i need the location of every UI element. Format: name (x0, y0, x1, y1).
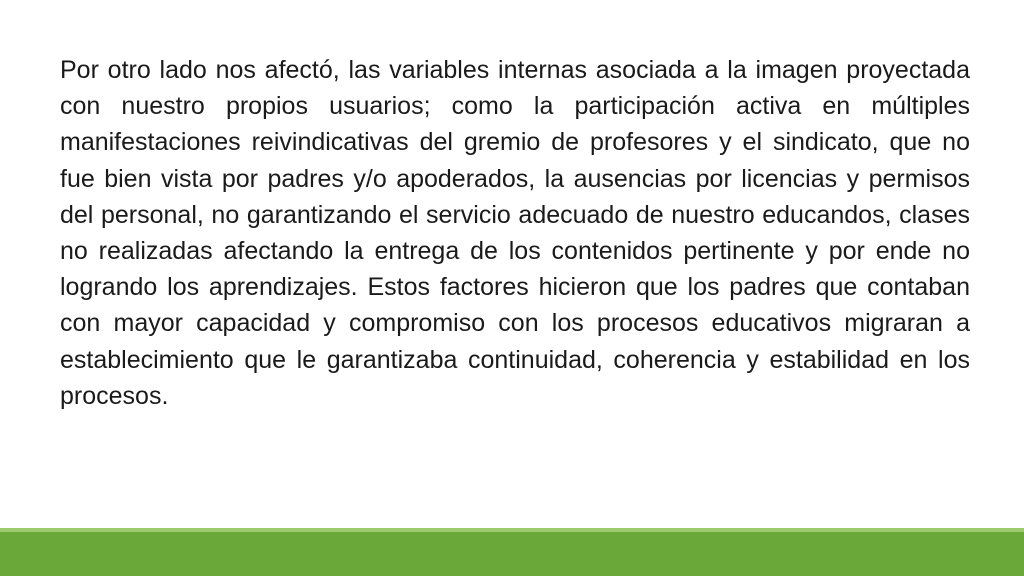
footer-bar (0, 532, 1024, 576)
body-paragraph: Por otro lado nos afectó, las variables internas asociada a la imagen proyectada con nuestro propios usuarios; como la participación activa en múltiples manifestaciones reivindicativas del gremio de profesores y el sindicato, que no fue bien vista por padres y/o apoderados, la ausencias por licencias y permisos del personal, no garantizando el servicio adecuado de nuestro educandos, clases no realizadas afectando la entrega de los contenidos pertinente y por ende no logrando los aprendizajes. Estos factores hicieron que los padres que contaban con mayor capacidad y compromiso con los procesos educativos migraran a establecimiento que le garantizaba continuidad, coherencia y estabilidad en los procesos. (60, 56, 970, 410)
text-box (60, 52, 970, 414)
